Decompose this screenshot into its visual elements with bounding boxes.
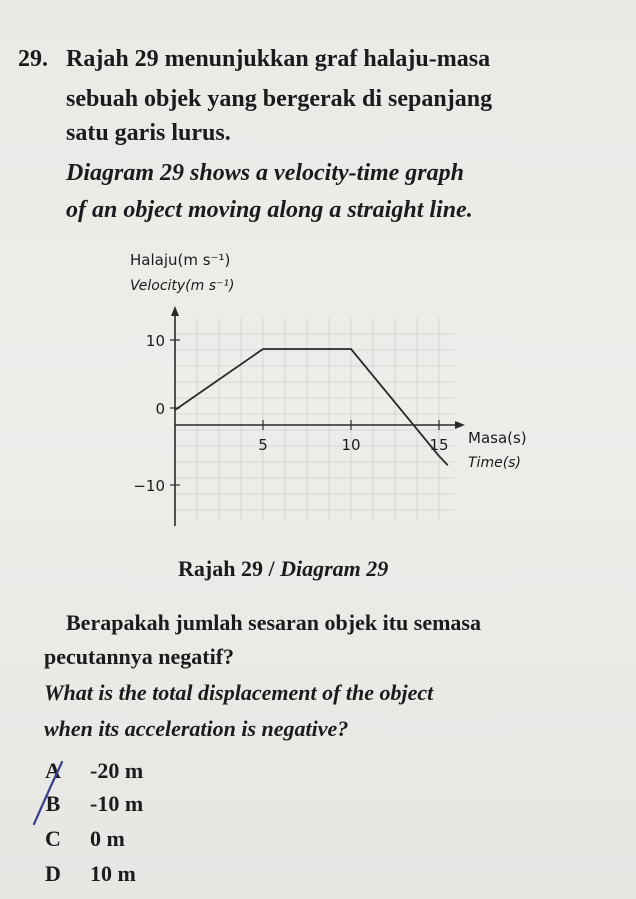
y-tick-label: 10 <box>145 332 165 350</box>
question-number: 29. <box>18 46 48 72</box>
x-tick-label: 10 <box>341 436 361 454</box>
y-axis-label-english: Velocity(m s⁻¹) <box>130 278 235 294</box>
diagram-caption <box>178 556 388 582</box>
question-english-line-1: Diagram 29 shows a velocity-time graph <box>66 160 464 186</box>
choice-b-value: -10 m <box>90 791 144 816</box>
y-tick-label: −10 <box>133 477 165 495</box>
question-malay-line-2: sebuah objek yang bergerak di sepanjang <box>66 86 493 112</box>
prompt-english-line-2: when its acceleration is negative? <box>44 716 349 741</box>
choice-a-value: -20 m <box>90 758 144 783</box>
y-axis-arrow <box>171 306 179 316</box>
choice-d-value: 10 m <box>90 861 136 886</box>
graph-series <box>175 349 448 465</box>
choice-b-letter: B <box>45 791 61 816</box>
question-english-line-2: of an object moving along a straight line. <box>66 197 473 223</box>
x-tick-label: 5 <box>258 436 268 454</box>
caption-separator: / <box>262 556 281 581</box>
question-malay-line-3: satu garis lurus. <box>66 120 231 146</box>
choice-a-letter: A <box>45 758 61 783</box>
graph-ticks <box>133 332 448 495</box>
caption-english: Diagram 29 <box>280 556 389 581</box>
x-axis-label-english: Time(s) <box>468 455 521 471</box>
graph-axes <box>171 306 465 526</box>
x-axis-arrow <box>455 421 465 429</box>
caption-malay: Rajah 29 <box>178 556 263 581</box>
choice-d-letter: D <box>45 861 61 886</box>
x-tick-label: 15 <box>429 436 449 454</box>
choice-c-value: 0 m <box>90 826 125 851</box>
prompt-malay-line-2: pecutannya negatif? <box>44 644 235 669</box>
prompt-english-line-1: What is the total displacement of the object <box>44 680 434 705</box>
y-axis-label-malay: Halaju(m s⁻¹) <box>130 251 231 269</box>
y-tick-label: 0 <box>155 400 165 418</box>
velocity-line <box>175 349 448 465</box>
choice-d[interactable] <box>38 861 136 887</box>
x-axis-label-malay: Masa(s) <box>468 429 527 447</box>
choice-c-letter: C <box>45 826 61 851</box>
pen-mark-icon <box>28 758 68 830</box>
prompt-malay-line-1: Berapakah jumlah sesaran objek itu semasa <box>66 610 481 635</box>
question-malay-line-1: Rajah 29 menunjukkan graf halaju-masa <box>66 46 491 72</box>
